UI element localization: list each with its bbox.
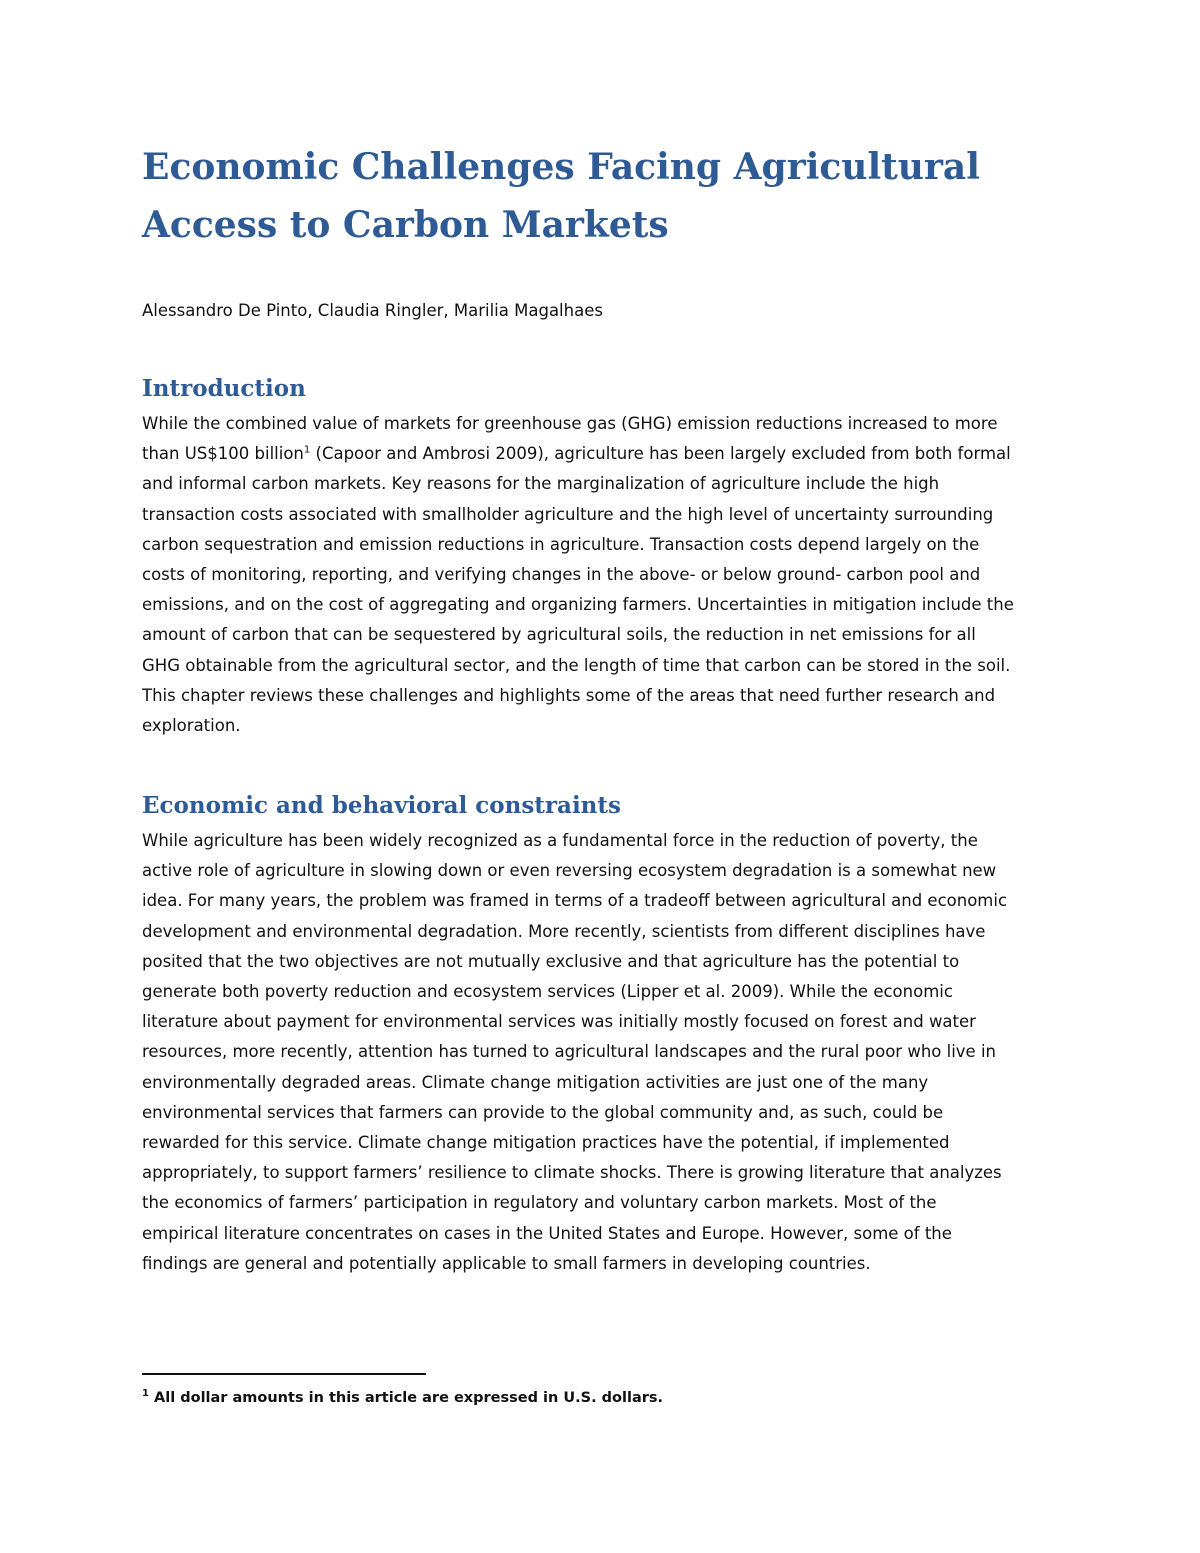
paragraph-line-start: than US$100 billion — [142, 444, 304, 464]
section-heading-introduction: Introduction — [142, 375, 306, 402]
paragraph-line: the economics of farmers’ participation in regulatory and voluntary carbon markets. Most of the — [142, 1193, 937, 1213]
paragraph-line: costs of monitoring, reporting, and verifying changes in the above- or below ground- carbon pool and — [142, 565, 981, 585]
footnote-separator — [142, 1373, 426, 1375]
footnote-marker: 1 — [142, 1388, 149, 1400]
paragraph-line: development and environmental degradation. More recently, scientists from different disciplines have — [142, 921, 986, 941]
paragraph-line: idea. For many years, the problem was framed in terms of a tradeoff between agricultural and economic — [142, 891, 1008, 911]
footnote-text: All dollar amounts in this article are expressed in U.S. dollars. — [154, 1390, 664, 1406]
paragraph-line: While the combined value of markets for greenhouse gas (GHG) emission reductions increased to more — [142, 414, 998, 433]
paragraph-line: GHG obtainable from the agricultural sector, and the length of time that carbon can be stored in the soil. — [142, 655, 1011, 675]
paragraph-line: appropriately, to support farmers’ resilience to climate shocks. There is growing literature that analyzes — [142, 1163, 1002, 1183]
paragraph-line: amount of carbon that can be sequestered by agricultural soils, the reduction in net emissions for all — [142, 625, 976, 645]
paragraph-line: empirical literature concentrates on cases in the United States and Europe. However, some of the — [142, 1223, 952, 1243]
paragraph-line: environmental services that farmers can provide to the global community and, as such, could be — [142, 1102, 944, 1122]
paragraph-line — [142, 439, 1072, 469]
paragraph-line: exploration. — [142, 716, 241, 736]
paragraph-line: resources, more recently, attention has turned to agricultural landscapes and the rural poor who live in — [142, 1042, 996, 1062]
economic-constraints-paragraph — [142, 826, 1072, 1279]
paragraph-line: While agriculture has been widely recognized as a fundamental force in the reduction of poverty, the — [142, 831, 978, 850]
paragraph-line: generate both poverty reduction and ecosystem services (Lipper et al. 2009). While the economic — [142, 982, 953, 1002]
paragraph-line: literature about payment for environmental services was initially mostly focused on forest and water — [142, 1012, 976, 1032]
paragraph-line: findings are general and potentially applicable to small farmers in developing countries. — [142, 1253, 871, 1273]
footnote-reference[interactable]: 1 — [303, 444, 311, 456]
paragraph-line-end: (Capoor and Ambrosi 2009), agriculture has been largely excluded from both formal — [315, 444, 1011, 464]
footnote — [142, 1386, 663, 1410]
section-heading-economic-constraints: Economic and behavioral constraints — [142, 792, 621, 819]
document-title: Economic Challenges Facing Agricultural Access to Carbon Markets — [142, 146, 980, 246]
paragraph-line: and informal carbon markets. Key reasons for the marginalization of agriculture include the high — [142, 474, 940, 494]
introduction-paragraph — [142, 409, 1072, 741]
paragraph-line: active role of agriculture in slowing down or even reversing ecosystem degradation is a somewhat new — [142, 861, 997, 881]
paragraph-line: rewarded for this service. Climate change mitigation practices have the potential, if implemented — [142, 1133, 950, 1153]
paragraph-line: This chapter reviews these challenges and highlights some of the areas that need further research and — [142, 685, 996, 705]
paragraph-line: transaction costs associated with smallholder agriculture and the high level of uncertainty surrounding — [142, 504, 994, 524]
paragraph-line: emissions, and on the cost of aggregating and organizing farmers. Uncertainties in mitigation include the — [142, 595, 1014, 615]
paragraph-line: environmentally degraded areas. Climate change mitigation activities are just one of the many — [142, 1072, 929, 1092]
paragraph-line: carbon sequestration and emission reductions in agriculture. Transaction costs depend largely on the — [142, 534, 980, 554]
paragraph-line: posited that the two objectives are not mutually exclusive and that agriculture has the potential to — [142, 951, 960, 971]
author-list: Alessandro De Pinto, Claudia Ringler, Marilia Magalhaes — [142, 301, 603, 320]
